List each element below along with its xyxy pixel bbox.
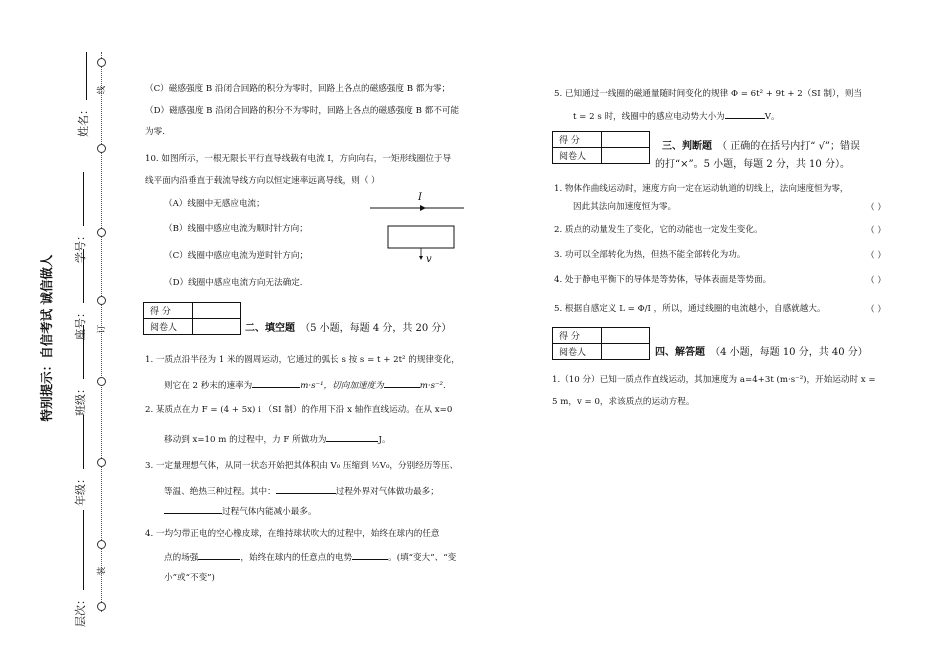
q10-stem: 10. 如图所示，一根无限长平行直导线载有电流 I，方向向右，一矩形线圈位于导: [145, 154, 452, 164]
class-field[interactable]: [72, 316, 88, 416]
judge-q1-cont: 因此其法向加速度恒为零。: [573, 202, 677, 212]
section3-score-box: [552, 131, 650, 164]
fill-q3-blank-1[interactable]: [276, 484, 336, 494]
fill-q4-text-c: 。(填“变大”、“变: [388, 553, 457, 563]
fill-q1-text-a: 则它在 2 秒末的速率为: [164, 381, 253, 391]
binding-hole: [97, 602, 106, 611]
section2-heading: [245, 316, 451, 335]
q9-option-d-cont: 为零.: [145, 127, 165, 137]
current-arrow: [420, 205, 426, 211]
fill-q5: 5. 已知通过一线圈的磁通量随时间变化的规律 Φ = 6t² + 9t + 2（SI 制），则当: [554, 89, 863, 99]
fill-q4-text-b: ，始终在球内的任意点的电势: [240, 553, 353, 563]
judge-q2-answer[interactable]: （ ）: [866, 226, 886, 236]
q9-option-c: （C）磁感强度 B 沿闭合回路的积分为零时，回路上各点的磁感强度 B 都为零；: [145, 84, 451, 94]
fill-q3-text-c: 过程气体内能减小最多。: [222, 507, 317, 517]
section3-info-a: （ 正确的在括号内打“ √”；错误: [717, 141, 861, 152]
binding-hole: [97, 296, 106, 305]
name-field[interactable]: [75, 47, 91, 137]
fill-q4-text-a: 点的场强: [164, 553, 199, 563]
score-label: 得 分: [144, 303, 193, 319]
fill-q5-text-b: V。: [764, 112, 780, 122]
fill-q1-blank-2[interactable]: [384, 378, 420, 388]
fill-q3: 3. 一定量理想气体，从同一状态开始把其体积由 V₀ 压缩到 ½V₀，分别经历等压、: [145, 461, 459, 471]
grade-label: 年级：: [74, 473, 87, 506]
fill-q1-cont: [164, 378, 446, 392]
solve-q1: 1.（10 分）已知一质点作直线运动，其加速度为 a=4+3t (m·s⁻²)，开始运动时 x =: [552, 375, 876, 385]
fill-q3-blank-2[interactable]: [164, 504, 222, 514]
grader-label: 阅卷人: [553, 148, 602, 164]
score-cell[interactable]: [602, 132, 650, 148]
section3-info-b: 的打“×”。5 小题，每题 2 分，共 10 分）。: [655, 159, 850, 170]
fill-q1-blank-1[interactable]: [252, 378, 300, 388]
seat-blank[interactable]: [74, 250, 84, 304]
name-label: 姓名：: [77, 104, 90, 137]
name-blank[interactable]: [77, 53, 87, 101]
judge-q3: 3. 功可以全部转化为热，但热不能全部转化为功。: [554, 250, 746, 260]
judge-q4-answer[interactable]: （ ）: [866, 276, 886, 286]
binding-hole: [97, 58, 106, 67]
fill-q4-blank-2[interactable]: [352, 550, 388, 560]
velocity-label: v: [426, 254, 432, 265]
section4-title: 四、解答题: [655, 347, 705, 358]
binding-hole: [97, 228, 106, 237]
solve-q1-cont: 5 m，v = 0，求该质点的运动方程。: [552, 397, 695, 407]
fill-q3-text-b: 过程外界对气体做功最多；: [335, 487, 439, 497]
score-label: 得 分: [553, 328, 602, 344]
section3-title: 三、判断题: [662, 141, 712, 152]
binding-mark-zhuang: 装: [97, 566, 107, 576]
fill-q2-cont: [164, 432, 391, 446]
section4-score-box: [552, 327, 650, 360]
q10-option-a: （A）线圈中无感应电流；: [164, 199, 265, 209]
section4-heading: [655, 340, 868, 359]
class-blank[interactable]: [74, 326, 84, 380]
section2-title: 二、填空题: [245, 323, 295, 334]
fill-q1-text-b: m·s⁻¹，切向加速度为: [300, 381, 384, 391]
class-label: 班级：: [74, 383, 87, 416]
section2-score-box: [143, 302, 241, 335]
judge-q1: 1. 物体作曲线运动时，速度方向一定在运动轨道的切线上，法向速度恒为零，: [554, 184, 849, 194]
fill-q1-text-c: m·s⁻².: [419, 381, 446, 391]
grader-cell[interactable]: [602, 344, 650, 360]
grader-label: 阅卷人: [144, 319, 193, 335]
fill-q5-text-a: t = 2 s 时，线圈中的感应电动势大小为: [573, 112, 725, 122]
fill-q3-cont: [164, 484, 439, 498]
fill-q1: 1. 一质点沿半径为 1 米的圆周运动，它通过的弧长 s 按 s = t + 2t² 的规律变化，: [145, 355, 460, 365]
fill-q2-blank[interactable]: [326, 432, 378, 442]
grader-cell[interactable]: [193, 319, 241, 335]
level-label: 层次：: [74, 594, 87, 627]
q10-option-c: （C）线圈中感应电流为逆时针方向；: [164, 251, 309, 261]
fill-q5-cont: [573, 109, 780, 123]
grade-field[interactable]: [72, 406, 88, 506]
judge-q5-answer[interactable]: （ ）: [866, 305, 886, 315]
q9-option-d: （D）磁感强度 B 沿闭合回路的积分不为零时，回路上各点的磁感强度 B 都不可能: [145, 106, 460, 116]
grade-blank[interactable]: [74, 416, 84, 470]
q10-option-d: （D）线圈中感应电流方向无法确定.: [164, 278, 303, 288]
judge-q1-answer[interactable]: （ ）: [866, 203, 886, 213]
q10-option-b: （B）线圈中感应电流为顺时针方向；: [164, 224, 308, 234]
binding-hole: [97, 458, 106, 467]
student-id-blank[interactable]: [74, 173, 84, 227]
binding-hole: [97, 540, 106, 549]
current-label: I: [418, 192, 422, 203]
score-cell[interactable]: [193, 303, 241, 319]
fill-q3-text-a: 等温、绝热三种过程。其中：: [164, 487, 276, 497]
binding-mark-ding: 订: [97, 324, 107, 334]
fill-q2-text-a: 移动到 x=10 m 的过程中，力 F 所做功为: [164, 435, 327, 445]
binding-hole: [97, 144, 106, 153]
seat-label: 座号：: [74, 307, 87, 340]
fill-q4-cont: [164, 550, 456, 564]
fill-q3-cont2: [164, 504, 317, 518]
judge-q4: 4. 处于静电平衡下的导体是等势体，导体表面是等势面。: [554, 275, 772, 285]
coil-rectangle: [388, 226, 454, 248]
section3-heading: [662, 134, 860, 153]
grader-cell[interactable]: [602, 148, 650, 164]
score-cell[interactable]: [602, 328, 650, 344]
fill-q4-cont2: 小”或“不变”): [164, 573, 215, 583]
grader-label: 阅卷人: [553, 344, 602, 360]
fill-q4: 4. 一均匀带正电的空心橡皮球，在维持球状吹大的过程中，始终在球内的任意: [145, 529, 440, 539]
judge-q5: 5. 根据自感定义 L = Φ/I ，所以，通过线圈的电流越小，自感就越大。: [554, 304, 826, 314]
binding-mark-xian: 线: [97, 85, 107, 95]
level-blank[interactable]: [74, 511, 84, 591]
judge-q3-answer[interactable]: （ ）: [866, 251, 886, 261]
section2-info: （5 小题，每题 4 分，共 20 分）: [300, 323, 452, 334]
section4-info: （4 小题，每题 10 分，共 40 分）: [710, 347, 868, 358]
integrity-notice: 特别提示：自信考试 诚信做人: [39, 254, 54, 422]
velocity-arrow-head: [419, 256, 423, 260]
judge-q2: 2. 质点的动量发生了变化，它的动能也一定发生变化。: [554, 225, 763, 235]
binding-hole: [97, 377, 106, 386]
fill-q5-blank[interactable]: [725, 109, 765, 119]
score-label: 得 分: [553, 132, 602, 148]
student-id-label: 学号：: [74, 230, 87, 263]
fill-q4-blank-1[interactable]: [198, 550, 240, 560]
level-field[interactable]: [72, 499, 88, 627]
fill-q2-text-b: J。: [378, 435, 391, 445]
fill-q2: 2. 某质点在力 F = (4 + 5x) i （SI 制）的作用下沿 x 轴作直线运动。在从 x=0: [145, 405, 453, 415]
q10-stem-cont: 线平面内沿垂直于载流导线方向以恒定速率远离导线，则（ ）: [145, 176, 380, 186]
